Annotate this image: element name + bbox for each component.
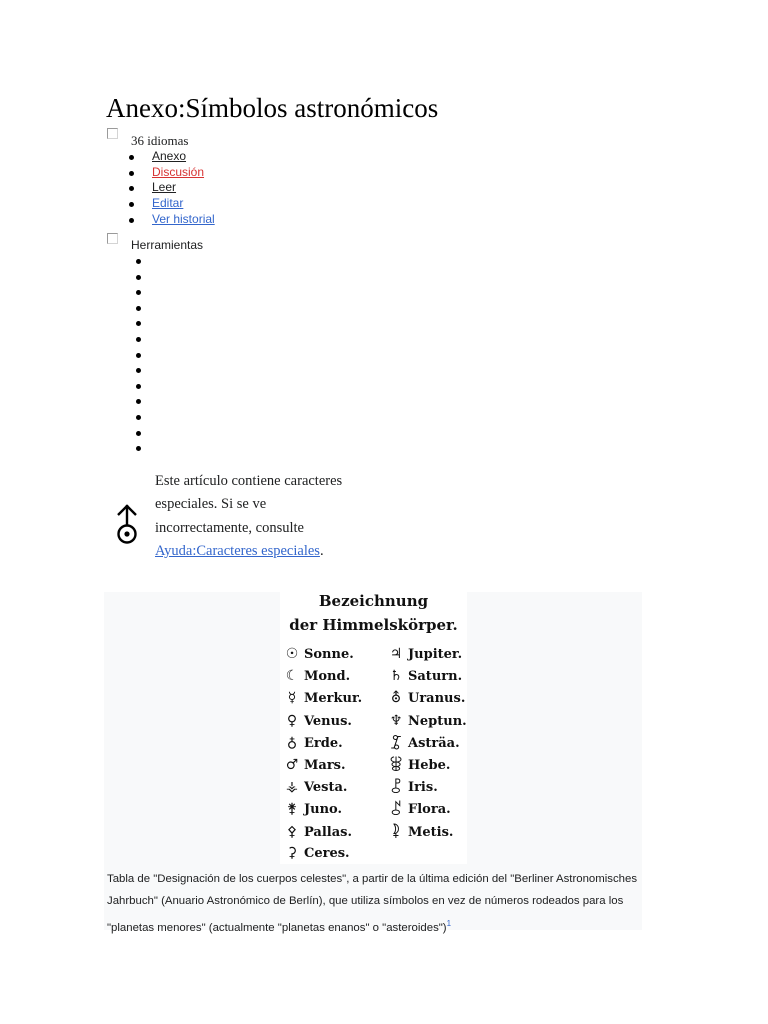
figure-row xyxy=(280,798,342,820)
vesta-symbol-icon: ⚶ xyxy=(286,779,298,796)
uranus-symbol-icon xyxy=(112,503,142,547)
body-name: Erde. xyxy=(304,735,343,751)
figure-caption xyxy=(107,869,639,939)
tab-label[interactable]: Discusión xyxy=(152,164,205,179)
metis-symbol-icon: ⯝ xyxy=(391,823,401,840)
jupiter-symbol-icon: ♃ xyxy=(389,646,403,662)
astraea-symbol-icon: ⯙ xyxy=(390,734,402,751)
body-name: Uranus. xyxy=(408,691,466,707)
tab-editar[interactable] xyxy=(0,196,215,212)
venus-symbol-icon: ♀ xyxy=(286,712,298,729)
figure-row xyxy=(384,665,462,687)
figure-heading-line-2: der Himmelskörper. xyxy=(289,616,458,634)
figure-heading-line-1: Bezeichnung xyxy=(318,592,429,610)
neptune-symbol-icon: ♆ xyxy=(389,712,403,729)
body-name: Merkur. xyxy=(304,691,363,707)
languages-toggle-checkbox[interactable] xyxy=(107,128,118,139)
tab-label[interactable]: Leer xyxy=(152,180,177,195)
tab-label[interactable]: Ver historial xyxy=(152,211,215,226)
figure-row xyxy=(280,842,350,864)
sun-symbol-icon: ☉ xyxy=(285,646,299,662)
tools-label[interactable]: Herramientas xyxy=(131,238,204,252)
notice-period: . xyxy=(319,542,324,559)
figure-row xyxy=(280,687,362,709)
juno-symbol-icon: ⚵ xyxy=(286,801,298,818)
figure-row xyxy=(280,643,354,665)
body-name: Ceres. xyxy=(304,846,350,861)
body-name: Jupiter. xyxy=(408,647,463,662)
caption-text: Tabla de "Designación de los cuerpos celestes", a partir de la última edición del "Berliner Astronomisches Jahrbuch" (Anuario Astronómico de Berlín), que utiliza símbolos en vez de números rodeados para los "planetas menores" (actualmente "planetas enanos" o "asteroides") xyxy=(107,873,638,934)
figure-row xyxy=(384,821,453,843)
mercury-symbol-icon: ☿ xyxy=(287,690,297,707)
moon-symbol-icon: ☾ xyxy=(285,668,299,685)
tab-label[interactable]: Anexo xyxy=(152,149,187,163)
languages-label[interactable]: 36 idiomas xyxy=(131,133,189,148)
body-name: Flora. xyxy=(408,802,451,818)
tab-anexo[interactable] xyxy=(0,149,215,165)
figure-row xyxy=(280,754,346,776)
iris-symbol-icon: ⯛ xyxy=(391,779,401,796)
figure-row xyxy=(384,776,438,798)
body-name: Venus. xyxy=(304,713,352,729)
body-name: Mond. xyxy=(304,669,351,685)
tab-label[interactable]: Editar xyxy=(152,196,184,211)
page-title: Anexo:Símbolos astronómicos xyxy=(106,93,439,123)
figure-row xyxy=(280,732,343,754)
tools-toggle-checkbox[interactable] xyxy=(107,233,118,244)
help-special-characters-link[interactable]: Ayuda:Caracteres especiales xyxy=(155,542,320,559)
uranus-symbol-icon: ⛢ xyxy=(390,690,402,707)
body-name: Saturn. xyxy=(408,669,463,685)
figure-row xyxy=(280,665,350,687)
special-characters-notice xyxy=(155,470,360,563)
body-name: Juno. xyxy=(304,802,343,818)
footnote-link[interactable]: 1 xyxy=(446,918,452,928)
body-name: Neptun. xyxy=(408,713,467,729)
body-name: Pallas. xyxy=(304,824,352,840)
tab-leer[interactable] xyxy=(0,180,215,196)
page-tabs xyxy=(0,149,215,227)
himmelskoerper-table-image xyxy=(280,592,467,864)
body-name: Hebe. xyxy=(408,758,451,773)
body-name: Iris. xyxy=(408,780,438,796)
ceres-symbol-icon: ⚳ xyxy=(286,845,298,861)
flora-symbol-icon: ⯜ xyxy=(391,801,401,818)
tab-discusion[interactable] xyxy=(0,165,215,181)
body-name: Metis. xyxy=(408,824,454,840)
figure-row xyxy=(384,643,462,665)
hebe-symbol-icon: ⯚ xyxy=(389,757,403,773)
pallas-symbol-icon: ⚴ xyxy=(286,823,298,840)
figure-row xyxy=(280,776,347,798)
figure-row xyxy=(384,798,451,820)
figure-row xyxy=(384,732,460,754)
body-name: Asträa. xyxy=(408,735,460,751)
saturn-symbol-icon: ♄ xyxy=(389,668,403,685)
figure-row xyxy=(280,710,352,732)
figure-row xyxy=(384,754,450,776)
body-name: Vesta. xyxy=(304,780,348,796)
earth-symbol-icon: ♁ xyxy=(286,734,298,751)
mars-symbol-icon: ♂ xyxy=(285,757,299,773)
body-name: Sonne. xyxy=(304,647,354,662)
body-name: Mars. xyxy=(304,758,346,773)
figure-row xyxy=(384,687,465,709)
figure-row xyxy=(384,710,467,732)
figure-row xyxy=(280,821,352,843)
notice-text: Este artículo contiene caracteres especiales. Si se ve incorrectamente, consulte xyxy=(155,473,343,536)
tab-ver-historial[interactable] xyxy=(0,212,215,228)
